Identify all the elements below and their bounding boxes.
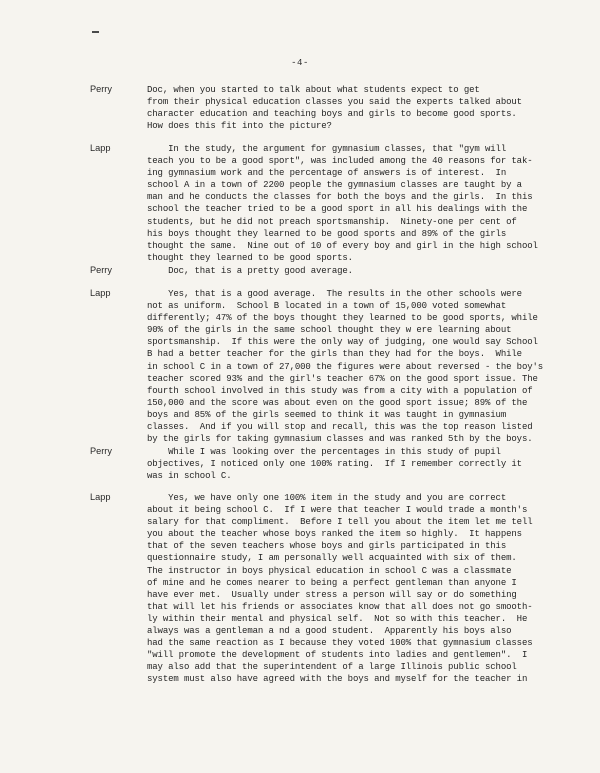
dialogue-text: Yes, we have only one 100% item in the study and you are correct about it being school C. If I were that teacher I would trade a month's salary for that compliment. Before I tell you about the item let me tell you about the teacher whose boys ranked the item so highly. It happens that of the seven teachers whose boys and girls participated in this questionnaire study, I am personally well acquainted with six of them. The instructor in boys physical education in school C was a classmate of mine and he comes nearer to being a perfect gentleman than anyone I have ever met. Usually under stress a person will say or do something that will let his friends or associates know that all does not go smooth- ly within their mental and physical self. Not so with this teacher. He always was a gentleman a nd a good student. Apparently his boys also had the same reaction as I because they voted 100% that gymnasium classes "will promote the development of students into ladies and gentlemen". I may also add that the superintendent of a large Illinois public school system must also have agreed with the boys and myself for the teacher in bbox=[147, 493, 533, 685]
speaker-label: Lapp bbox=[90, 143, 111, 153]
dialogue-text: In the study, the argument for gymnasium classes, that "gym will teach you to be a good sport", was included among the 40 reasons for tak- ing gymnasium work and the percentage of answers is of interest. In school A in a town of 2200 people the gymnasium classes are taught by a man and he conducts the classes for both the boys and the girls. In this school the teacher tried to be a good sport in all his dealings with the students, but he did not preach sportsmanship. Ninety-one per cent of his boys thought they learned to be good sports and 89% of the girls thought the same. Nine out of 10 of every boy and girl in the high school thought they learned to be good sports. bbox=[147, 144, 538, 263]
dialogue-text: Yes, that is a good average. The results in the other schools were not as uniform. School B located in a town of 15,000 voted somewhat differently; 47% of the boys thought they learned to be good sports, while 90% of the girls in the same school thought they w ere learning about sportsmanship. If this were the only way of judging, one would say School B had a better teacher for the girls than they had for the boys. While in school C in a town of 27,000 the figures were about reversed - the boy's teacher scored 93% and the girl's teacher 67% on the good sport issue. The fourth school involved in this study was from a city with a population of 150,000 and the score was about even on the good sport issue; 89% of the boys and 85% of the girls seemed to think it was taught in gymnasium classes. And if you will stop and recall, this was the top reason listed by the girls for taking gymnasium classes and was ranked 5th by the boys. bbox=[147, 289, 544, 445]
page-number: -4- bbox=[291, 58, 309, 68]
dialogue-text: Doc, that is a pretty good average. bbox=[147, 266, 353, 276]
speaker-label: Perry bbox=[90, 265, 112, 275]
speaker-label: Perry bbox=[90, 84, 112, 94]
dialogue-text: Doc, when you started to talk about what students expect to get from their physical education classes you said the experts talked about character education and teaching boys and girls to become good sports. How does this fit into the picture? bbox=[147, 85, 522, 132]
dialogue-text: While I was looking over the percentages in this study of pupil objectives, I noticed only one 100% rating. If I remember correctly it was in school C. bbox=[147, 447, 522, 482]
speaker-label: Lapp bbox=[90, 288, 111, 298]
speaker-label: Perry bbox=[90, 446, 112, 456]
margin-dash-mark bbox=[92, 31, 99, 33]
speaker-label: Lapp bbox=[90, 492, 111, 502]
